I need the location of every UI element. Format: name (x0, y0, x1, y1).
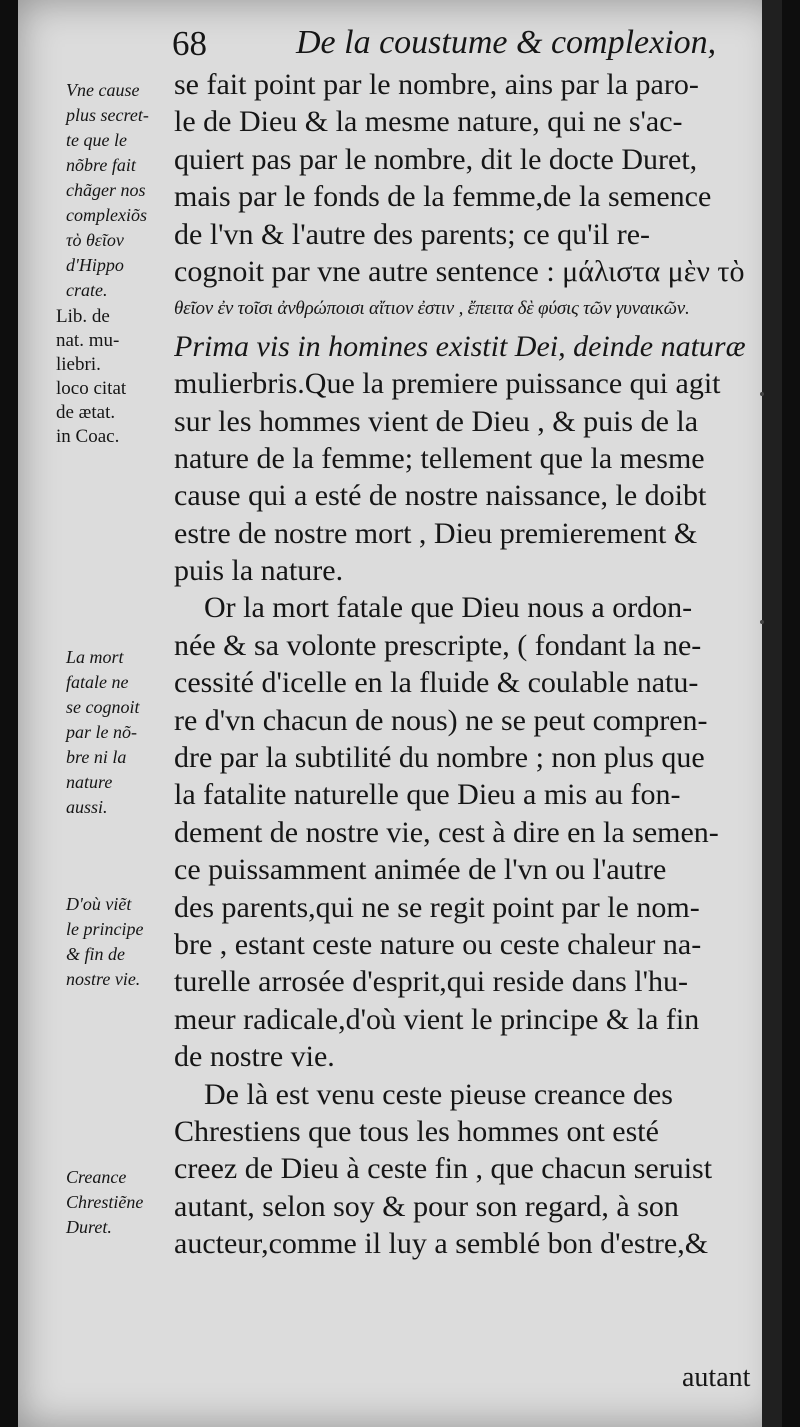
text-line: née & sa volonte prescripte, ( fondant la ne- (174, 628, 702, 662)
text-line: dre par la subtilité du nombre ; non plus que (174, 741, 705, 775)
text-line: re d'vn chacun de nous) ne se peut compren- (174, 703, 708, 737)
text-line: le de Dieu & la mesme nature, qui ne s'ac- (174, 105, 683, 139)
text-line: autant, selon soy & pour son regard, à son (174, 1189, 679, 1223)
text-line: puis la nature. (174, 554, 344, 588)
latin-quotation-line: Prima vis in homines existit Dei, deinde naturæ (174, 329, 746, 363)
text-line: cause qui a esté de nostre naissance, le doibt (174, 479, 707, 513)
text-line: de l'vn & l'autre des parents; ce qu'il re- (174, 217, 651, 251)
text-line: de nostre vie. (174, 1040, 335, 1074)
text-line: dement de nostre vie, cest à dire en la semen- (174, 815, 719, 849)
book-page (18, 0, 782, 1427)
text-line: turelle arrosée d'esprit,qui reside dans l'hu- (174, 965, 688, 999)
text-line: sur les hommes vient de Dieu , & puis de la (174, 404, 699, 438)
text-line: nature de la femme; tellement que la mesme (174, 441, 705, 475)
text-line: mulierbris.Que la premiere puissance qui agit (174, 367, 721, 401)
margin-note-citation: Lib. de nat. mu- liebri. loco citat de ætat. in Coac. (56, 306, 127, 447)
text-line: ce puissamment animée de l'vn ou l'autre (174, 853, 667, 887)
text-line: la fatalite naturelle que Dieu a mis au fon- (174, 778, 681, 812)
text-line: quiert pas par le nombre, dit le docte Duret, (174, 142, 698, 176)
margin-note-fatal-death: La mort fatale ne se cognoit par le nõ- bre ni la nature aussi. (66, 647, 140, 817)
catchword: autant (682, 1362, 751, 1393)
margin-note-christian-belief: Creance Chrestiẽne Duret. (66, 1167, 144, 1237)
text-line: creez de Dieu à ceste fin , que chacun seruist (174, 1152, 713, 1186)
paragraph-start-line: De là est venu ceste pieuse creance des (204, 1077, 673, 1111)
text-line: mais par le fonds de la femme,de la semence (174, 180, 712, 214)
running-title: De la coustume & complexion, (296, 24, 717, 61)
greek-quotation-line: θεῖον ἐν τοῖσι ἀνθρώποισι αἴτιον ἐστιν , ἔπειτα δὲ φύσις τῶν γυναικῶν. (174, 298, 690, 320)
margin-note-hippocrates: Vne cause plus secret- te que le nõbre fait chãger nos complexiõs τὸ θεῖον d'Hippo crate. (66, 80, 149, 300)
text-line: cognoit par vne autre sentence : μάλιστα μὲν τὸ (174, 254, 745, 288)
page-header (18, 20, 782, 70)
text-line: meur radicale,d'où vient le principe & la fin (174, 1002, 700, 1036)
ink-speck (760, 392, 764, 396)
text-line: estre de nostre mort , Dieu premierement & (174, 516, 698, 550)
page-gutter-shadow (762, 0, 782, 1427)
margin-note-principle: D'où viẽt le principe & fin de nostre vie. (66, 894, 144, 989)
ink-speck (760, 620, 764, 624)
text-line: se fait point par le nombre, ains par la paro- (174, 68, 699, 101)
paragraph-start-line: Or la mort fatale que Dieu nous a ordon- (204, 591, 693, 625)
text-line: bre , estant ceste nature ou ceste chaleur na- (174, 927, 702, 961)
text-line: aucteur,comme il luy a semblé bon d'estre,& (174, 1227, 709, 1261)
page-number: 68 (172, 24, 207, 63)
main-text (174, 66, 758, 1263)
text-line: Chrestiens que tous les hommes ont esté (174, 1114, 659, 1148)
text-line: des parents,qui ne se regit point par le nom- (174, 890, 700, 924)
text-line: cessité d'icelle en la fluide & coulable natu- (174, 666, 699, 700)
